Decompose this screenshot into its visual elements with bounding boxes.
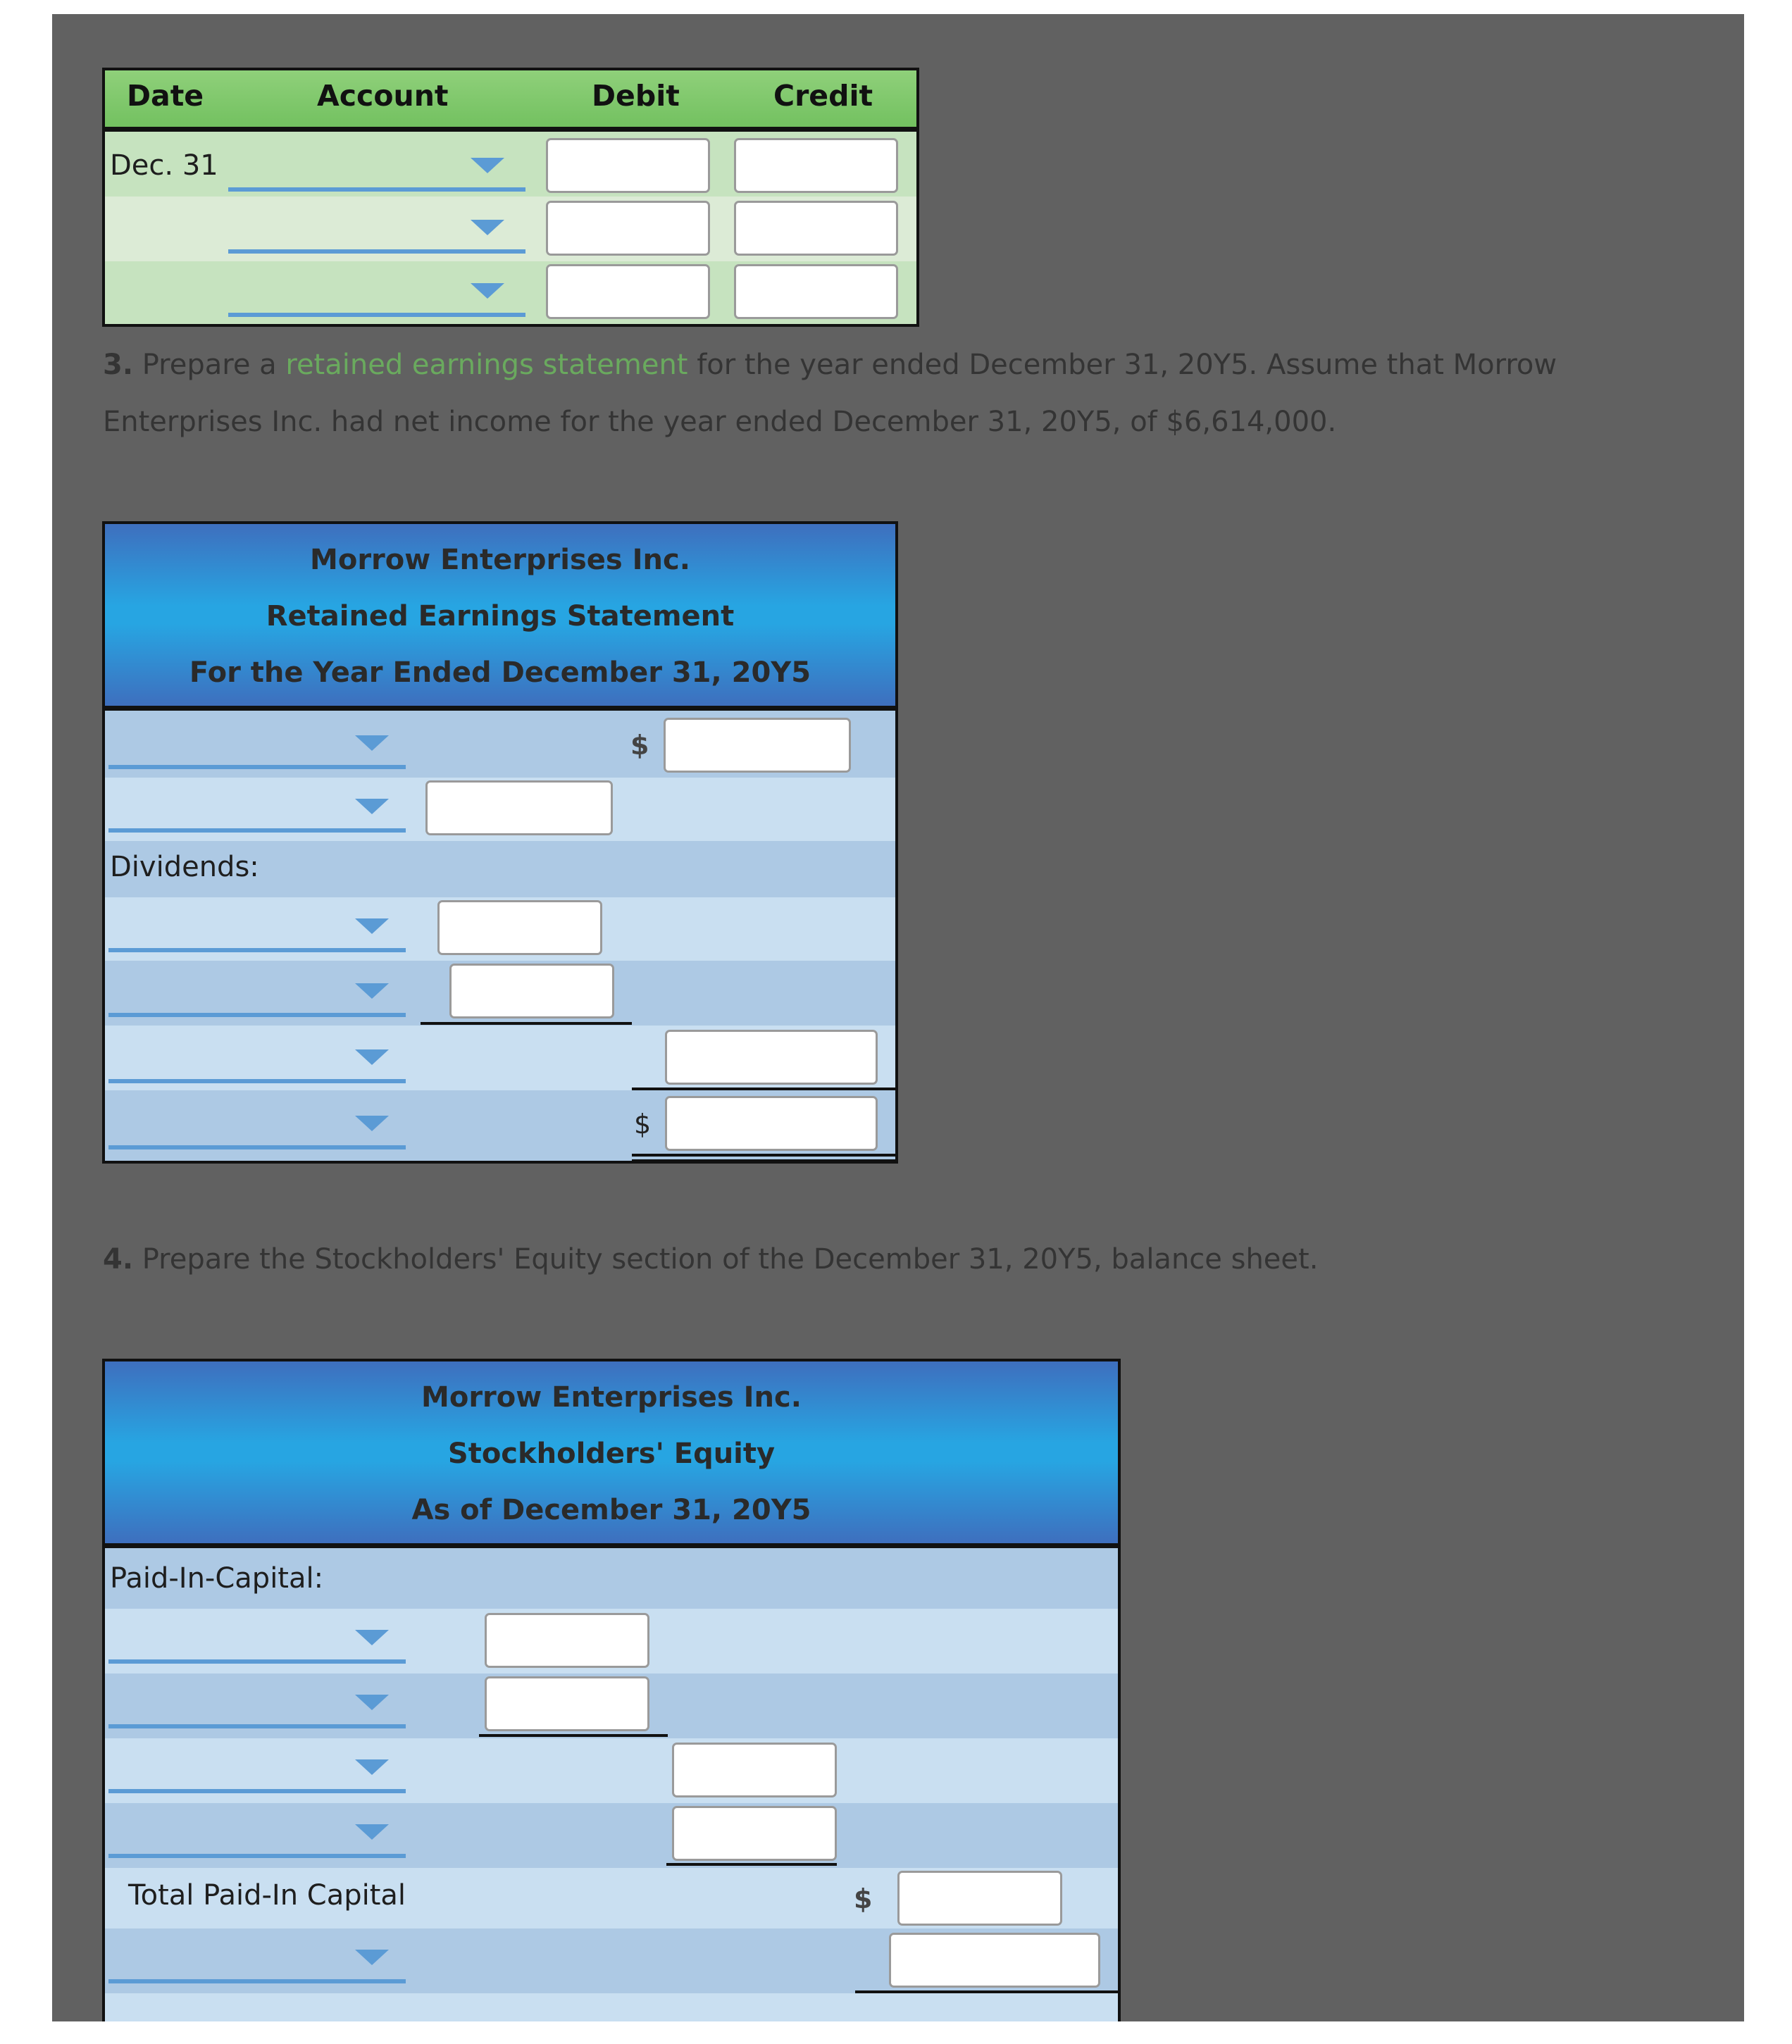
chevron-down-icon	[355, 1759, 389, 1775]
chevron-down-icon	[355, 1116, 389, 1131]
line-item-select[interactable]	[108, 1685, 406, 1733]
journal-header-account: Account	[317, 79, 449, 113]
dividends-label: Dividends:	[110, 851, 259, 883]
dollar-sign: $	[854, 1883, 873, 1914]
amount-input[interactable]	[897, 1871, 1062, 1926]
chevron-down-icon	[355, 918, 389, 934]
equity-period: As of December 31, 20Y5	[411, 1494, 811, 1526]
equity-frame-right	[1118, 1548, 1121, 2021]
journal-header-date: Date	[127, 79, 204, 113]
select-underline	[228, 249, 525, 254]
line-item-select[interactable]	[108, 787, 406, 835]
amount-input[interactable]	[672, 1743, 837, 1797]
account-select[interactable]	[228, 141, 525, 194]
debit-input[interactable]	[546, 264, 710, 319]
chevron-down-icon	[355, 1950, 389, 1965]
equity-title: Stockholders' Equity	[447, 1438, 776, 1470]
chevron-down-icon	[355, 799, 389, 814]
subtotal-rule	[855, 1990, 1120, 1993]
line-item-select[interactable]	[108, 973, 406, 1021]
debit-input[interactable]	[546, 201, 710, 256]
select-underline	[108, 1724, 406, 1728]
journal-date: Dec. 31	[110, 149, 218, 182]
total-double-rule	[632, 1154, 897, 1157]
retained-statement-header	[102, 521, 898, 711]
subtotal-rule	[666, 1863, 837, 1866]
select-underline	[108, 765, 406, 769]
equity-statement-header	[102, 1359, 1121, 1548]
select-underline	[108, 1979, 406, 1983]
question-3-number: 3.	[103, 349, 134, 381]
select-underline	[108, 948, 406, 952]
paid-in-capital-label: Paid-In-Capital:	[110, 1562, 324, 1595]
journal-header-credit: Credit	[773, 79, 873, 113]
question-4-text: Prepare the Stockholders' Equity section of the December 31, 20Y5, balance sheet.	[142, 1243, 1319, 1276]
line-item-select[interactable]	[108, 1750, 406, 1797]
subtotal-rule	[421, 1022, 632, 1025]
amount-input[interactable]	[485, 1676, 649, 1731]
amount-input[interactable]	[665, 1096, 878, 1151]
select-underline	[228, 187, 525, 192]
journal-header-debit: Debit	[592, 79, 680, 113]
amount-input[interactable]	[425, 780, 613, 835]
subtotal-rule	[479, 1734, 668, 1737]
select-underline	[108, 1013, 406, 1017]
chevron-down-icon	[355, 1049, 389, 1065]
amount-input[interactable]	[672, 1806, 837, 1861]
question-3-text-line2: Enterprises Inc. had net income for the year ended December 31, 20Y5, of $6,614,000.	[103, 406, 1337, 438]
subtotal-rule	[632, 1088, 897, 1090]
credit-input[interactable]	[734, 264, 898, 319]
credit-input[interactable]	[734, 138, 898, 193]
line-item-select[interactable]	[108, 1940, 406, 1988]
select-underline	[108, 1079, 406, 1083]
amount-input[interactable]	[449, 964, 614, 1018]
question-3-text-after: for the year ended December 31, 20Y5. Assume that Morrow	[697, 349, 1557, 381]
select-underline	[108, 828, 406, 833]
retained-earnings-link[interactable]: retained earnings statement	[285, 349, 688, 381]
retained-company: Morrow Enterprises Inc.	[310, 544, 690, 576]
dollar-sign: $	[634, 1109, 652, 1140]
line-item-select[interactable]	[108, 1814, 406, 1862]
chevron-down-icon	[355, 1824, 389, 1840]
select-underline	[108, 1789, 406, 1793]
question-4	[103, 1231, 1709, 1288]
chevron-down-icon	[471, 220, 504, 235]
chevron-down-icon	[355, 1695, 389, 1710]
line-item-select[interactable]	[108, 909, 406, 956]
total-double-rule	[632, 1159, 897, 1162]
total-paid-in-capital-label: Total Paid-In Capital	[128, 1879, 406, 1912]
amount-input[interactable]	[485, 1613, 649, 1668]
line-item-select[interactable]	[108, 725, 406, 773]
equity-frame-left	[102, 1548, 105, 2021]
dollar-sign: $	[630, 730, 649, 761]
debit-input[interactable]	[546, 138, 710, 193]
statement-row	[105, 1993, 1118, 2021]
line-item-select[interactable]	[108, 1620, 406, 1668]
amount-input[interactable]	[665, 1030, 878, 1085]
chevron-down-icon	[355, 983, 389, 999]
question-3	[103, 337, 1709, 451]
retained-period: For the Year Ended December 31, 20Y5	[189, 656, 811, 689]
select-underline	[108, 1854, 406, 1858]
line-item-select[interactable]	[108, 1040, 406, 1088]
account-select[interactable]	[228, 204, 525, 258]
amount-input[interactable]	[664, 718, 851, 773]
amount-input[interactable]	[889, 1933, 1100, 1988]
line-item-select[interactable]	[108, 1106, 406, 1154]
chevron-down-icon	[355, 735, 389, 751]
retained-title: Retained Earnings Statement	[266, 600, 735, 632]
question-4-number: 4.	[103, 1243, 134, 1276]
chevron-down-icon	[355, 1630, 389, 1645]
chevron-down-icon	[471, 283, 504, 299]
account-select[interactable]	[228, 268, 525, 321]
select-underline	[108, 1659, 406, 1664]
question-3-text-before: Prepare a	[142, 349, 277, 381]
select-underline	[108, 1145, 406, 1149]
amount-input[interactable]	[437, 900, 602, 955]
credit-input[interactable]	[734, 201, 898, 256]
select-underline	[228, 313, 525, 317]
chevron-down-icon	[471, 158, 504, 173]
equity-company: Morrow Enterprises Inc.	[421, 1381, 802, 1414]
